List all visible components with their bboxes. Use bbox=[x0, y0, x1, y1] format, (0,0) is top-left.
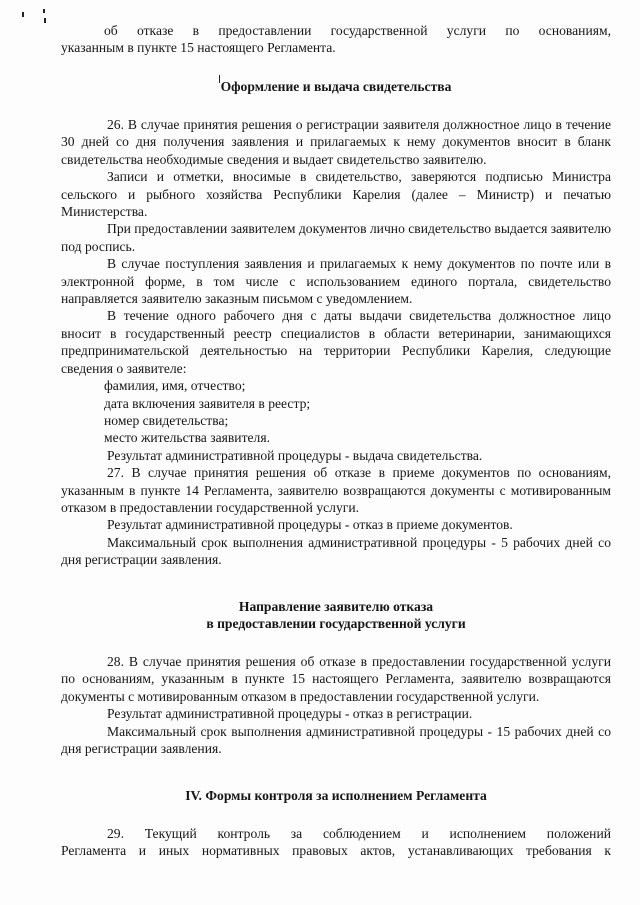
continuation-line: об отказе в предоставлении государственной услуги по основаниям, bbox=[104, 23, 611, 38]
paragraph-28: 28. В случае принятия решения об отказе в предоставлении государственной услуги по основаниям, указанным в пункте 15 настоящего Регламента, заявителю возвращаются документы с мотивированным отказом в предоставлении государственной услуги. bbox=[61, 654, 611, 704]
term-28: Максимальный срок выполнения административной процедуры - 15 рабочих дней со дня регистрации заявления. bbox=[61, 723, 611, 757]
continuation-text bbox=[61, 22, 611, 57]
paragraph-29-line: Регламента и иных нормативных правовых актов, устанавливающих требования к bbox=[61, 843, 611, 859]
list-item: место жительства заявителя. bbox=[104, 430, 270, 446]
paragraph-registry: В течение одного рабочего дня с даты выдачи свидетельства должностное лицо вносит в государственный реестр специалистов в области ветеринарии, занимающихся предпринимательской деятельностью на территории Республики Карелия, следующие сведения о заявителе: bbox=[61, 308, 611, 376]
scan-speck bbox=[22, 12, 24, 17]
section-heading-refusal-line1: Направление заявителю отказа bbox=[238, 599, 434, 614]
list-item: дата включения заявителя в реестр; bbox=[104, 395, 311, 411]
section-control-body bbox=[61, 825, 611, 860]
section-heading-control: IV. Формы контроля за исполнением Регламента bbox=[185, 788, 487, 803]
section-heading-refusal bbox=[61, 598, 611, 633]
list-item: фамилия, имя, отчество; bbox=[104, 378, 246, 394]
section-certificate-body bbox=[61, 116, 611, 569]
scan-speck bbox=[44, 18, 46, 23]
continuation-line: указанным в пункте 15 настоящего Регламента. bbox=[61, 40, 336, 56]
result-certificate: Результат административной процедуры - выдача свидетельства. bbox=[107, 447, 483, 463]
paragraph-records: Записи и отметки, вносимые в свидетельство, заверяются подписью Министра сельского и рыбного хозяйства Республики Карелия (далее – Министр) и печатью Министерства. bbox=[61, 169, 611, 220]
paragraph-personal-delivery: При предоставлении заявителем документов лично свидетельство выдается заявителю под роспись. bbox=[61, 221, 611, 254]
result-27: Результат административной процедуры - отказ в приеме документов. bbox=[107, 517, 513, 533]
term-27: Максимальный срок выполнения административной процедуры - 5 рабочих дней со дня регистрации заявления. bbox=[61, 534, 611, 568]
paragraph-27: 27. В случае принятия решения об отказе в приеме документов по основаниям, указанным в пункте 14 Регламента, заявителю возвращаются документы с мотивированным отказом в предоставлении государственной услуги. bbox=[61, 465, 611, 515]
paragraph-mail-delivery: В случае поступления заявления и прилагаемых к нему документов по почте или в электронной форме, в том числе с использованием единого портала, свидетельство направляется заявителю заказным письмом с уведомлением. bbox=[61, 256, 611, 307]
scan-speck bbox=[43, 9, 45, 13]
result-28: Результат административной процедуры - отказ в регистрации. bbox=[107, 706, 473, 722]
section-heading-refusal-line2: в предоставлении государственной услуги bbox=[206, 616, 466, 632]
paragraph-26: 26. В случае принятия решения о регистрации заявителя должностное лицо в течение 30 дней со дня получения заявления и прилагаемых к нему документов вносит в бланк свидетельства необходимые сведения и выдает свидетельство заявителю. bbox=[61, 117, 611, 167]
section-refusal-body bbox=[61, 653, 611, 757]
list-item: номер свидетельства; bbox=[104, 412, 229, 428]
section-heading-certificate: Оформление и выдача свидетельства bbox=[220, 79, 452, 94]
paragraph-29-line: 29. Текущий контроль за соблюдением и исполнением положений bbox=[107, 826, 611, 841]
